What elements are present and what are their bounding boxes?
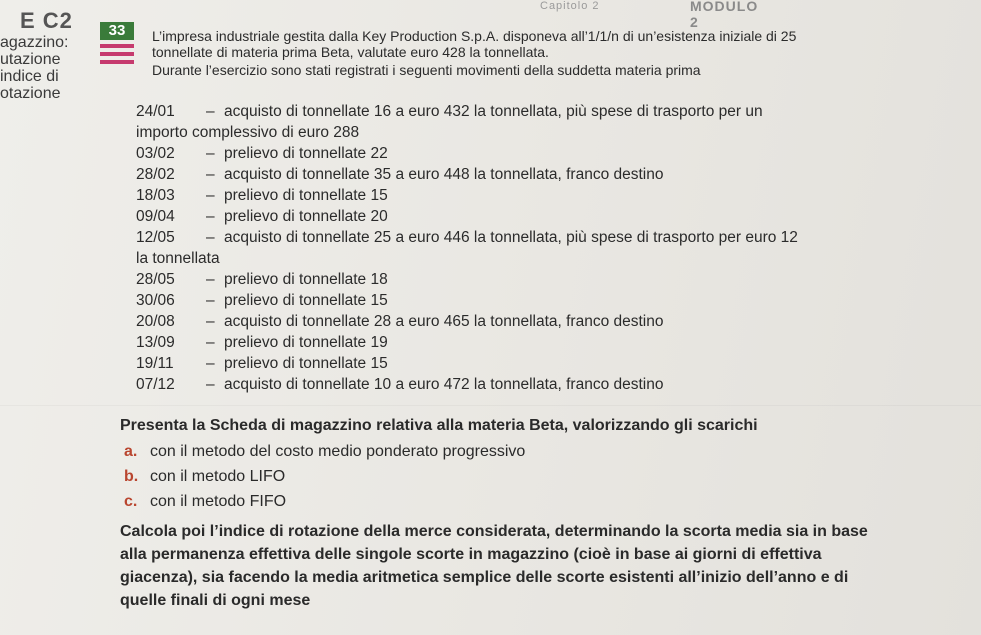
movement-date: 18/03 [136, 187, 175, 204]
movement-text: prelievo di tonnellate 15 [224, 187, 388, 204]
intro-paragraph: L’impresa industriale gestita dalla Key Production S.p.A. disponeva all’1/1/n di un’esistenza iniziale di 25 tonnellate di materia prima Beta, valutate euro 428 la tonnellata. [152, 28, 797, 60]
intro-paragraph: Durante l’esercizio sono stati registrati i seguenti movimenti della suddetta materia prima [152, 62, 701, 78]
movement-text: prelievo di tonnellate 18 [224, 271, 388, 288]
chapter-label: Capitolo 2 [540, 0, 600, 12]
movement-text: acquisto di tonnellate 16 a euro 432 la tonnellata, più spese di trasporto per un [224, 103, 763, 120]
movement-date: 28/02 [136, 166, 175, 183]
task-section [120, 417, 880, 612]
movement-text: prelievo di tonnellate 15 [224, 355, 388, 372]
module-label: MODULO 2 [690, 0, 759, 30]
calc-instruction: Calcola poi l’indice di rotazione della merce considerata, determinando la scorta media sia in base alla permanenza effettiva delle singole scorte in magazzino (cioè in base ai giorni di effettiva giacenza), sia facendo la media aritmetica semplice delle scorte esistenti all’inizio dell’anno e di quelle finali di ogni mese [120, 523, 868, 609]
section-code: E C2 [20, 8, 73, 33]
task-option [120, 464, 880, 489]
movement-continuation: importo complessivo di euro 288 [136, 124, 360, 141]
option-text: con il metodo del costo medio ponderato progressivo [150, 443, 526, 460]
movement-text: acquisto di tonnellate 28 a euro 465 la tonnellata, franco destino [224, 313, 664, 330]
dash: – [206, 187, 215, 204]
dash: – [206, 376, 215, 393]
movement-text: prelievo di tonnellate 20 [224, 208, 388, 225]
exercise-intro [152, 28, 832, 80]
option-letter: c. [124, 493, 138, 510]
movement-date: 13/09 [136, 334, 175, 351]
movement-text: prelievo di tonnellate 19 [224, 334, 388, 351]
movement-row [136, 227, 798, 248]
option-letter: a. [124, 443, 138, 460]
difficulty-stripes [100, 44, 134, 68]
sidebar-term: agazzino: [0, 34, 69, 51]
movement-row [136, 206, 798, 227]
sidebar-term: indice di [0, 68, 59, 85]
dash: – [206, 145, 215, 162]
option-text: con il metodo LIFO [150, 468, 286, 485]
movements-list [136, 101, 798, 395]
dash: – [206, 208, 215, 225]
sidebar-term: utazione [0, 51, 61, 68]
movement-text: prelievo di tonnellate 22 [224, 145, 388, 162]
option-text: con il metodo FIFO [150, 493, 287, 510]
movement-row [136, 164, 798, 185]
movement-row [136, 269, 798, 290]
movement-date: 19/11 [136, 355, 174, 372]
movement-row [136, 185, 798, 206]
dash: – [206, 313, 215, 330]
movement-row [136, 374, 798, 395]
task-option [120, 439, 880, 464]
movement-date: 28/05 [136, 271, 175, 288]
movement-date: 09/04 [136, 208, 175, 225]
sidebar-term: otazione [0, 85, 61, 102]
task-option [120, 489, 880, 514]
dash: – [206, 103, 215, 120]
movement-row [136, 101, 798, 122]
movement-row [136, 311, 798, 332]
dash: – [206, 166, 215, 183]
movement-date: 03/02 [136, 145, 175, 162]
movement-date: 12/05 [136, 229, 175, 246]
exercise-number-badge: 33 [100, 22, 134, 40]
option-letter: b. [124, 468, 139, 485]
task-title: Presenta la Scheda di magazzino relativa alla materia Beta, valorizzando gli scarichi [120, 417, 758, 434]
difficulty-stripe [100, 52, 134, 56]
dash: – [206, 229, 215, 246]
movement-row [136, 143, 798, 164]
dash: – [206, 271, 215, 288]
page-fold [0, 405, 981, 406]
dash: – [206, 292, 215, 309]
movement-text: acquisto di tonnellate 10 a euro 472 la tonnellata, franco destino [224, 376, 664, 393]
movement-row [136, 332, 798, 353]
movement-row [136, 290, 798, 311]
movement-continuation: la tonnellata [136, 250, 220, 267]
page-header [540, 0, 759, 30]
difficulty-stripe [100, 44, 134, 48]
movement-text: acquisto di tonnellate 35 a euro 448 la tonnellata, franco destino [224, 166, 664, 183]
movement-row [136, 353, 798, 374]
movement-date: 20/08 [136, 313, 175, 330]
movement-date: 07/12 [136, 376, 175, 393]
dash: – [206, 334, 215, 351]
movement-date: 30/06 [136, 292, 175, 309]
difficulty-stripe [100, 60, 134, 64]
sidebar-terms [0, 34, 69, 102]
movement-text: prelievo di tonnellate 15 [224, 292, 388, 309]
dash: – [206, 355, 215, 372]
movement-date: 24/01 [136, 103, 175, 120]
movement-text: acquisto di tonnellate 25 a euro 446 la tonnellata, più spese di trasporto per euro 12 [224, 229, 798, 246]
